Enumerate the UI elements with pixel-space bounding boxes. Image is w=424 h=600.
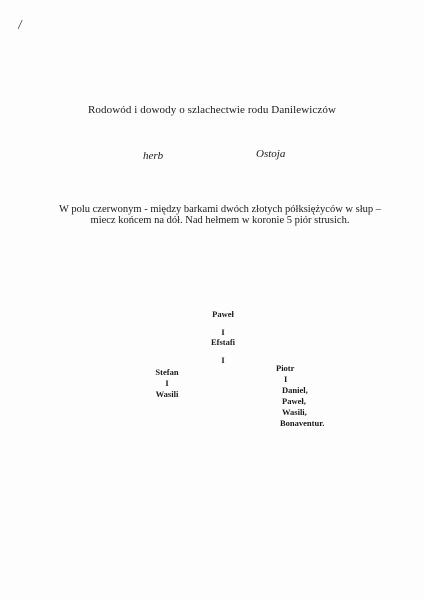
coat-of-arms-description xyxy=(40,204,400,226)
tree-person: Paweł, xyxy=(282,396,306,406)
tree-branch-left xyxy=(143,367,191,400)
tree-person: Efstafi xyxy=(210,337,236,347)
description-line: W polu czerwonym - między barkami dwóch złotych półksiężyców w słup – xyxy=(58,204,381,215)
tree-person: Daniel, xyxy=(282,385,308,395)
tree-separator: I xyxy=(284,374,288,384)
tree-separator: I xyxy=(165,378,169,388)
tree-person: Paweł xyxy=(212,309,234,319)
tree-separator: I xyxy=(221,327,225,337)
tree-person: Piotr xyxy=(276,363,295,373)
tree-person: Stefan xyxy=(155,367,179,377)
herb-name: Ostoja xyxy=(256,148,286,160)
tree-root xyxy=(198,309,248,320)
description-line: miecz końcem na dół. Nad hełmem w koronie 5 piór strusich. xyxy=(90,215,350,226)
tree-person: Wasili, xyxy=(282,407,307,417)
tree-person: Bonaventur. xyxy=(280,418,325,428)
tree-branch-right xyxy=(274,363,344,429)
tree-person: Wasili xyxy=(155,389,179,399)
herb-label: herb xyxy=(143,150,164,162)
document-title: Rodowód i dowody o szlachectwie rodu Danilewiczów xyxy=(87,104,337,116)
corner-mark: / xyxy=(17,17,23,34)
tree-separator: I xyxy=(221,355,225,365)
